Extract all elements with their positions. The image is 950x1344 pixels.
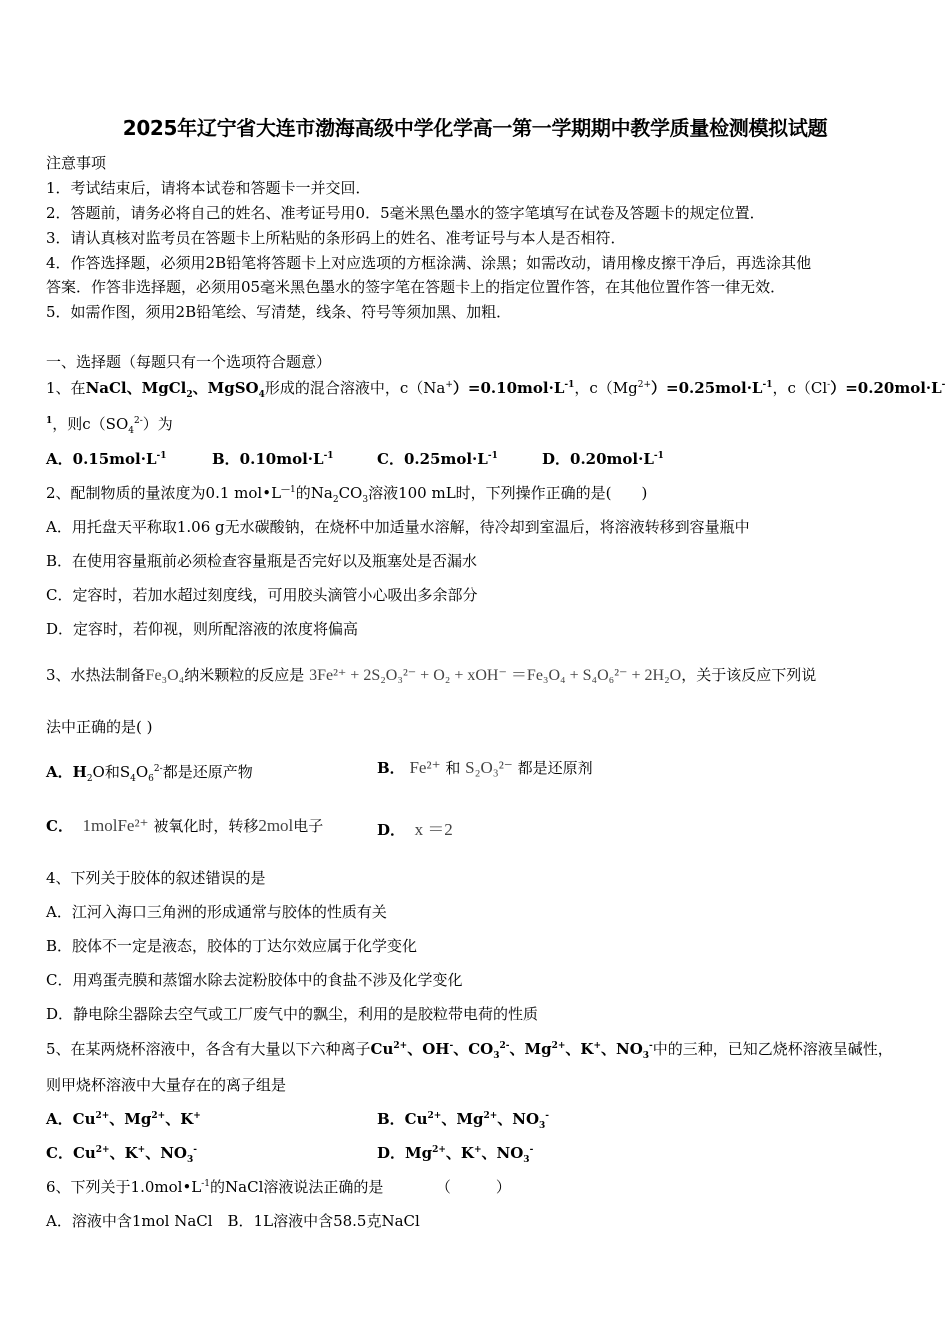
question-4-option-c: C．用鸡蛋壳膜和蒸馏水除去淀粉胶体中的食盐不涉及化学变化	[46, 971, 463, 989]
question-6-stem: 6、下列关于$1.0mol•L^{-1}$的NaCl溶液说法正确的是 （ ）	[46, 1178, 511, 1196]
question-5-option-d: D．$Mg^{2+}$、K+、$NO_3^-$	[377, 1144, 534, 1165]
question-5-option-b: B．$Cu^{2+}$、$Mg^{2+}$、$NO_3^-$	[377, 1110, 550, 1131]
question-3-option-d: D． x ＝2	[377, 820, 453, 839]
question-3-option-a: A．$H_2O$和$S_4O_6^{2-}$都是还原产物	[46, 763, 253, 784]
notice-item-5: 5．如需作图，须用2B铅笔绘、写清楚，线条、符号等须加黑、加粗．	[46, 303, 512, 321]
reaction-equation: 3Fe²⁺ + 2S₂O₃²⁻ + O₂ + xOH⁻ ＝Fe₃O₄ + S₄O₆²⁻ + 2H₂O	[309, 667, 682, 684]
question-2-option-c: C．定容时，若加水超过刻度线，可用胶头滴管小心吸出多余部分	[46, 586, 478, 604]
question-1-stem-cont: $^1$，则$c(SO_4^{2-})$为	[46, 415, 173, 436]
section-heading: 一、选择题（每题只有一个选项符合题意）	[46, 353, 332, 371]
question-4-stem: 4、下列关于胶体的叙述错误的是	[46, 869, 266, 887]
question-2-option-d: D．定容时，若仰视，则所配溶液的浓度将偏高	[46, 620, 359, 638]
formula-fe3o4: Fe₃O₄	[145, 667, 185, 684]
question-1-option-a: A．$0.15mol\cdot L^{-1}$	[46, 450, 167, 468]
question-1-option-b: B．$0.10mol\cdot L^{-1}$	[212, 450, 334, 468]
question-2-option-a: A．用托盘天平称取1.06 g无水碳酸钠，在烧杯中加适量水溶解，待冷却到室温后，将溶液转移到容量瓶中	[46, 518, 750, 536]
notice-item-2: 2．答题前，请务必将自己的姓名、准考证号用0．5毫米黑色墨水的签字笔填写在试卷及答题卡的规定位置．	[46, 204, 765, 222]
notice-item-4: 4．作答选择题，必须用2B铅笔将答题卡上对应选项的方框涂满、涂黑；如需改动，请用橡皮擦干净后，再选涂其他	[46, 254, 812, 272]
question-1-stem: 1、在NaCl、MgCl$_2$、MgSO$_4$形成的混合溶液中，$c(Na^+)=0.10mol\cdot L^{-1}$，$c(Mg^{2+})=0.25mol\cdot L^{-1}$，c（Cl-）=0.20mol·L-	[46, 379, 946, 400]
question-4-option-d: D．静电除尘器除去空气或工厂废气中的飘尘，利用的是胶粒带电荷的性质	[46, 1005, 539, 1023]
notice-item-4-cont: 答案．作答非选择题，必须用05毫米黑色墨水的签字笔在答题卡上的指定位置作答，在其他位置作答一律无效．	[46, 278, 786, 296]
question-3-option-c: C． 1molFe²⁺ 被氧化时，转移2mol电子	[46, 816, 324, 835]
question-3-stem: 3、水热法制备Fe₃O₄纳米颗粒的反应是 3Fe²⁺ + 2S₂O₃²⁻ + O₂ + xOH⁻ ＝Fe₃O₄ + S₄O₆²⁻ + 2H₂O，关于该反应下列说	[46, 666, 817, 684]
question-5-option-c: C．$Cu^{2+}$、K+、$NO_3^-$	[46, 1144, 197, 1165]
question-6-options: A．溶液中含1mol NaCl B．1L溶液中含58.5克NaCl	[46, 1212, 420, 1230]
question-2-stem: 2、配制物质的量浓度为0.1 $mol•L^{—1}$的$Na_2CO_3$溶液100 mL时，下列操作正确的是( )	[46, 484, 648, 505]
question-1-option-c: C．$0.25mol\cdot L^{-1}$	[377, 450, 498, 468]
notice-heading: 注意事项	[46, 154, 107, 172]
question-5-stem-cont: 则甲烧杯溶液中大量存在的离子组是	[46, 1076, 287, 1094]
question-4-option-b: B．胶体不一定是液态，胶体的丁达尔效应属于化学变化	[46, 937, 418, 955]
question-1-option-d: D．$0.20mol\cdot L^{-1}$	[542, 450, 664, 468]
question-2-option-b: B．在使用容量瓶前必须检查容量瓶是否完好以及瓶塞处是否漏水	[46, 552, 478, 570]
notice-item-3: 3．请认真核对监考员在答题卡上所粘贴的条形码上的姓名、准考证号与本人是否相符．	[46, 229, 626, 247]
question-3-option-b: B． Fe²⁺ 和 S₂O₃²⁻ 都是还原剂	[377, 758, 593, 777]
question-3-stem-cont: 法中正确的是( )	[46, 718, 153, 736]
notice-item-1: 1．考试结束后，请将本试卷和答题卡一并交回．	[46, 179, 371, 197]
question-5-stem: 5、在某两烧杯溶液中，各含有大量以下六种离子$Cu^{2+}$、OH-、$CO_3^{2-}$、$Mg^{2+}$、K+、$NO_3^-$中的三种，已知乙烧杯溶液呈碱性，	[46, 1040, 893, 1061]
question-5-option-a: A．$Cu^{2+}$、$Mg^{2+}$、K+	[46, 1110, 201, 1128]
page-title: 2025年辽宁省大连市渤海高级中学化学高一第一学期期中教学质量检测模拟试题	[122, 116, 828, 140]
question-4-option-a: A．江河入海口三角洲的形成通常与胶体的性质有关	[46, 903, 387, 921]
